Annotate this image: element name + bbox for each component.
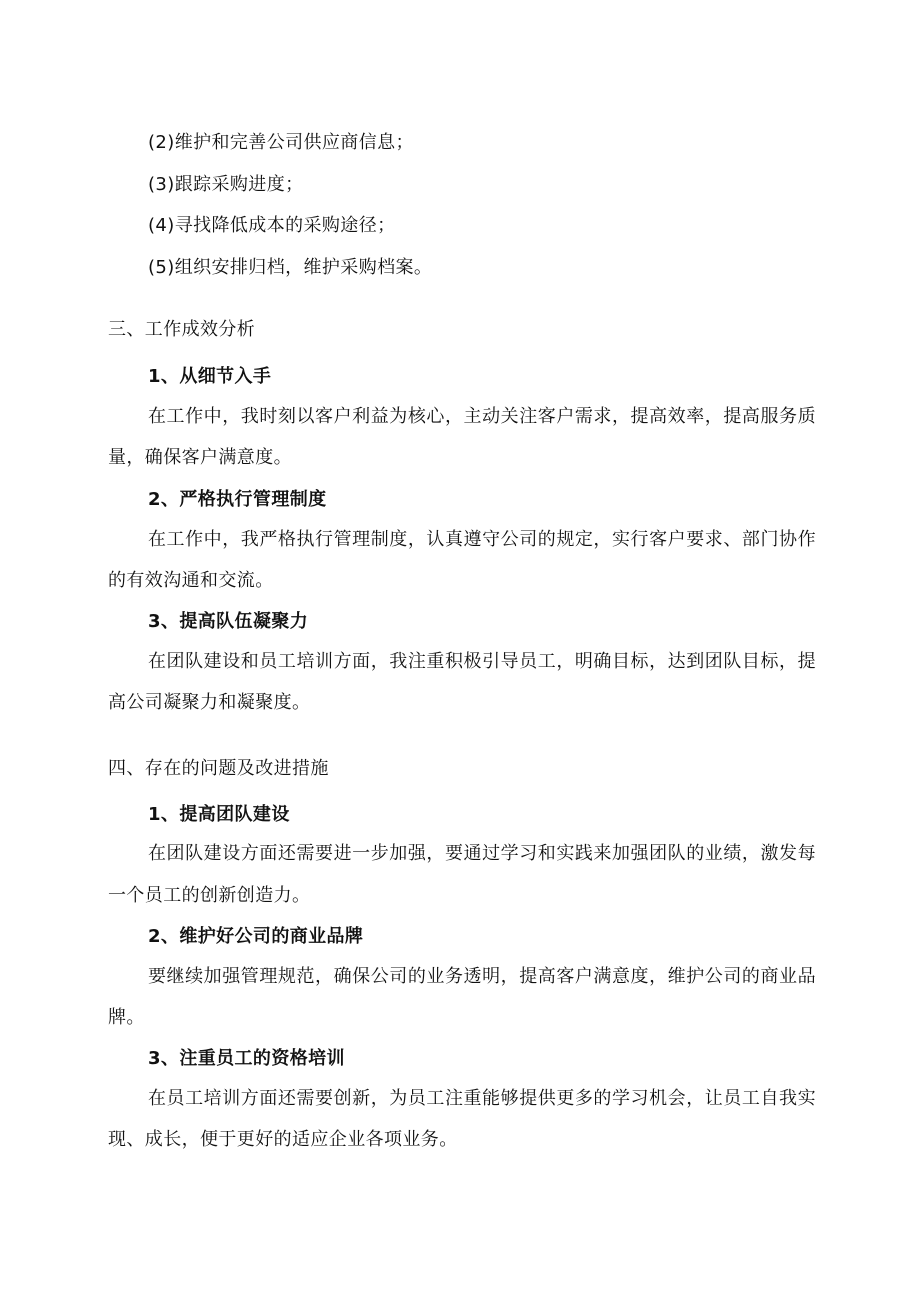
paragraph-3-3-line-1: 在团队建设和员工培训方面，我注重积极引导员工，明确目标，达到团队目标，提 [148, 651, 816, 672]
paragraph-4-1-line-2: 一个员工的创新创造力。 [108, 885, 311, 906]
paragraph-4-2-line-2: 牌。 [108, 1007, 145, 1028]
paragraph-4-3-line-2: 现、成长，便于更好的适应企业各项业务。 [108, 1129, 458, 1150]
paragraph-3-2-line-1: 在工作中，我严格执行管理制度，认真遵守公司的规定，实行客户要求、部门协作 [148, 529, 816, 550]
duty-item-5: (5)组织安排归档，维护采购档案。 [148, 257, 433, 278]
section-heading-4: 四、存在的问题及改进措施 [108, 758, 329, 779]
duty-item-3: (3)跟踪采购进度； [148, 174, 304, 195]
duty-item-4: (4)寻找降低成本的采购途径； [148, 215, 396, 236]
subheading-4-2: 2、维护好公司的商业品牌 [148, 926, 364, 947]
subheading-3-2: 2、严格执行管理制度 [148, 489, 327, 510]
paragraph-4-3-line-1: 在员工培训方面还需要创新，为员工注重能够提供更多的学习机会，让员工自我实 [148, 1088, 816, 1109]
subheading-3-3: 3、提高队伍凝聚力 [148, 611, 309, 632]
subheading-4-3: 3、注重员工的资格培训 [148, 1048, 345, 1069]
paragraph-4-2-line-1: 要继续加强管理规范，确保公司的业务透明，提高客户满意度，维护公司的商业品 [148, 966, 816, 987]
paragraph-3-1-line-2: 量，确保客户满意度。 [108, 447, 292, 468]
subheading-3-1: 1、从细节入手 [148, 366, 272, 387]
paragraph-4-1-line-1: 在团队建设方面还需要进一步加强，要通过学习和实践来加强团队的业绩，激发每 [148, 843, 816, 864]
paragraph-3-1-line-1: 在工作中，我时刻以客户利益为核心，主动关注客户需求，提高效率，提高服务质 [148, 406, 816, 427]
section-heading-3: 三、工作成效分析 [108, 319, 256, 340]
paragraph-3-3-line-2: 高公司凝聚力和凝聚度。 [108, 692, 311, 713]
subheading-4-1: 1、提高团队建设 [148, 804, 290, 825]
paragraph-3-2-line-2: 的有效沟通和交流。 [108, 570, 274, 591]
duty-item-2: (2)维护和完善公司供应商信息； [148, 132, 414, 153]
